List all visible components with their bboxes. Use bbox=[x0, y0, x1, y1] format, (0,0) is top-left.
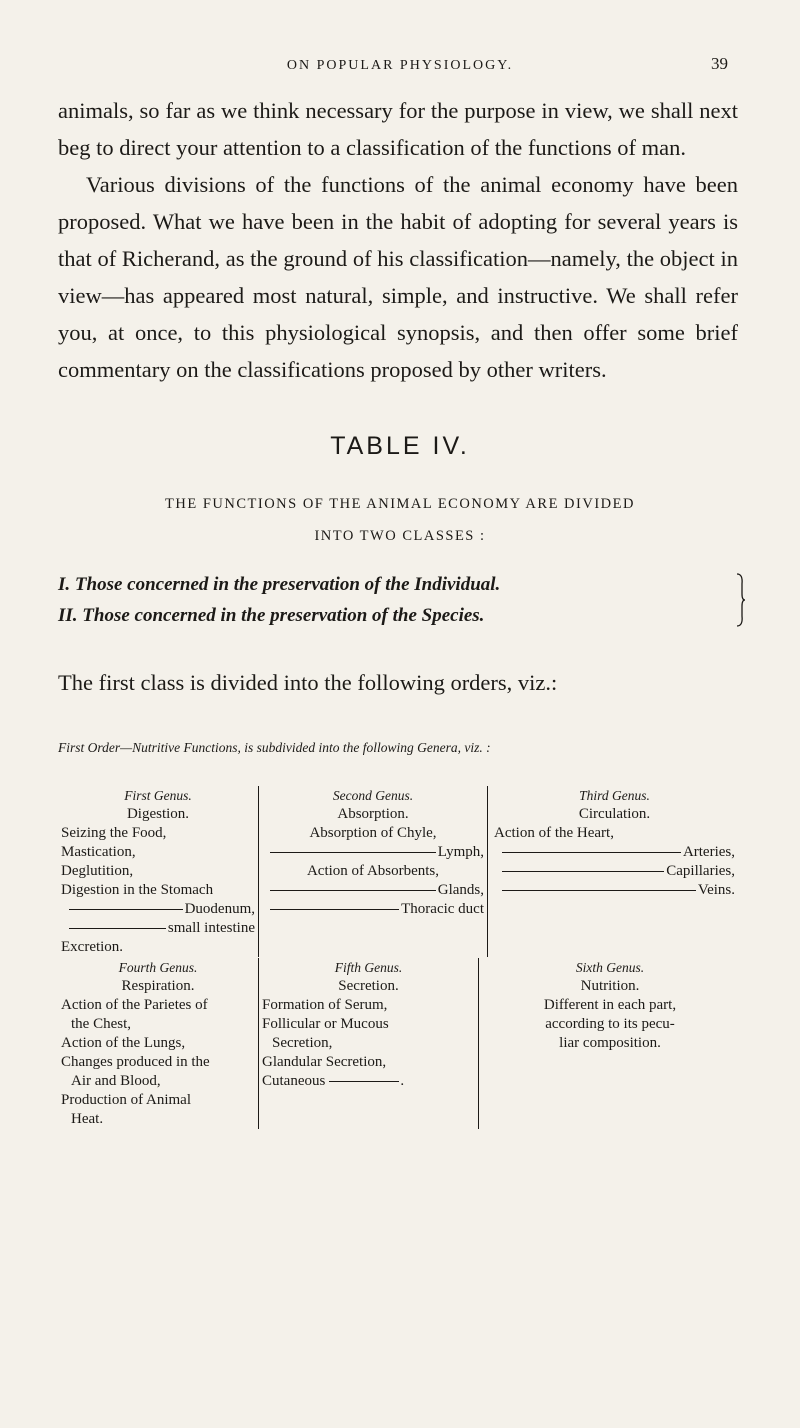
genus-item: Air and Blood, bbox=[71, 1073, 161, 1089]
genus-nutrition bbox=[478, 958, 738, 1129]
genus-label: Second Genus. bbox=[332, 788, 414, 803]
class-numeral: II. bbox=[58, 605, 78, 626]
genus-item: Different in each part, bbox=[543, 997, 677, 1013]
table-title: TABLE IV. bbox=[330, 432, 470, 460]
function-name: Digestion. bbox=[126, 806, 190, 822]
class-numeral: I. bbox=[58, 574, 71, 595]
ditto-rule bbox=[502, 890, 696, 891]
genus-label: Fifth Genus. bbox=[334, 960, 403, 975]
genus-label: Third Genus. bbox=[579, 788, 650, 803]
function-name: Secretion. bbox=[338, 978, 399, 994]
genus-secretion bbox=[258, 958, 478, 1129]
genus-label: Fourth Genus. bbox=[118, 960, 198, 975]
function-name: Respiration. bbox=[121, 978, 195, 994]
ditto-rule bbox=[270, 909, 399, 910]
genus-item-text: small intestine bbox=[167, 920, 255, 936]
class-text: Those concerned in the preservation of the Individual. bbox=[74, 574, 501, 595]
genus-item: Deglutition, bbox=[61, 863, 134, 879]
genus-item-text: Capillaries, bbox=[666, 863, 735, 879]
genus-item: Production of Animal bbox=[61, 1092, 191, 1108]
genus-item bbox=[262, 843, 484, 862]
genus-item: according to its pecu- bbox=[545, 1016, 675, 1032]
ditto-rule bbox=[270, 890, 436, 891]
genus-item bbox=[494, 881, 735, 900]
genus-digestion bbox=[58, 786, 258, 957]
genera-row-2 bbox=[58, 958, 738, 1129]
genus-item: Heat. bbox=[71, 1111, 104, 1127]
table-subtitle-line-2: INTO TWO CLASSES : bbox=[314, 528, 486, 544]
brace-icon bbox=[736, 572, 746, 628]
genus-item bbox=[262, 881, 484, 900]
genus-item-text: Thoracic duct bbox=[401, 901, 484, 917]
class-list bbox=[58, 569, 748, 631]
orders-intro: The first class is divided into the following orders, viz.: bbox=[58, 670, 558, 695]
genus-item: liar composition. bbox=[559, 1035, 661, 1051]
genus-item-text: Veins. bbox=[697, 882, 735, 898]
genus-item-text: Duodenum, bbox=[184, 901, 255, 917]
paragraph-1: animals, so far as we think necessary for the purpose in view, we shall next beg to direct your attention to a classification of the functions of man. bbox=[58, 98, 738, 160]
page-number: 39 bbox=[711, 54, 728, 73]
genus-item: Secretion, bbox=[272, 1035, 333, 1051]
class-text: Those concerned in the preservation of the Species. bbox=[82, 605, 485, 626]
running-head: ON POPULAR PHYSIOLOGY. bbox=[286, 58, 514, 73]
ditto-rule bbox=[329, 1081, 399, 1082]
genus-item: Action of Absorbents, bbox=[306, 863, 440, 879]
class-item bbox=[58, 600, 748, 631]
first-order-heading: First Order—Nutritive Functions, is subdivided into the following Genera, viz. : bbox=[58, 740, 491, 755]
genus-item: Changes produced in the bbox=[61, 1054, 210, 1070]
class-item bbox=[58, 569, 748, 600]
genus-item bbox=[61, 900, 255, 919]
genera-row-1 bbox=[58, 786, 738, 957]
genus-item bbox=[61, 919, 255, 938]
table-subtitle-line-1: THE FUNCTIONS OF THE ANIMAL ECONOMY ARE DIVIDED bbox=[165, 496, 635, 512]
genus-item: Digestion in the Stomach bbox=[61, 882, 214, 898]
ditto-rule bbox=[502, 852, 681, 853]
genus-item: Action of the Parietes of bbox=[61, 997, 208, 1013]
genus-item: Mastication, bbox=[61, 844, 136, 860]
genus-item-text: Lymph, bbox=[437, 844, 484, 860]
genus-item: Follicular or Mucous bbox=[262, 1016, 389, 1032]
genus-label: Sixth Genus. bbox=[575, 960, 645, 975]
function-name: Circulation. bbox=[578, 806, 651, 822]
genus-label: First Genus. bbox=[124, 788, 192, 803]
genus-item: Action of the Lungs, bbox=[61, 1035, 186, 1051]
ditto-rule bbox=[69, 909, 183, 910]
genus-circulation bbox=[488, 786, 738, 957]
genus-item: Seizing the Food, bbox=[61, 825, 167, 841]
genus-item: Excretion. bbox=[61, 939, 124, 955]
genus-item bbox=[262, 1072, 475, 1091]
genus-item-text: Glands, bbox=[437, 882, 484, 898]
genus-item: Formation of Serum, bbox=[262, 997, 388, 1013]
table-subtitle bbox=[0, 488, 800, 552]
ditto-rule bbox=[502, 871, 664, 872]
paragraph-2: Various divisions of the functions of the animal economy have been proposed. What we have been in the habit of adopting for several years is that of Richerand, as the ground of his classification—namely, the object in view—has appeared most natural, simple, and instructive. We shall refer you, at once, to this physiological synopsis, and then offer some brief commentary on the classifications proposed by other writers. bbox=[58, 172, 738, 382]
genus-absorption bbox=[258, 786, 488, 957]
function-name: Nutrition. bbox=[580, 978, 640, 994]
genus-item: Absorption of Chyle, bbox=[309, 825, 437, 841]
genus-item bbox=[494, 843, 735, 862]
genus-respiration bbox=[58, 958, 258, 1129]
genus-item: Action of the Heart, bbox=[494, 825, 614, 841]
body-text bbox=[58, 92, 738, 388]
genus-item bbox=[262, 900, 484, 919]
genus-item: Glandular Secretion, bbox=[262, 1054, 387, 1070]
function-name: Absorption. bbox=[337, 806, 409, 822]
ditto-rule bbox=[270, 852, 436, 853]
genus-item-text: . bbox=[400, 1073, 405, 1089]
genus-item-text: Arteries, bbox=[682, 844, 735, 860]
genus-item-text: Cutaneous bbox=[262, 1073, 326, 1089]
genus-item bbox=[494, 862, 735, 881]
ditto-rule bbox=[69, 928, 166, 929]
genus-item: the Chest, bbox=[71, 1016, 131, 1032]
